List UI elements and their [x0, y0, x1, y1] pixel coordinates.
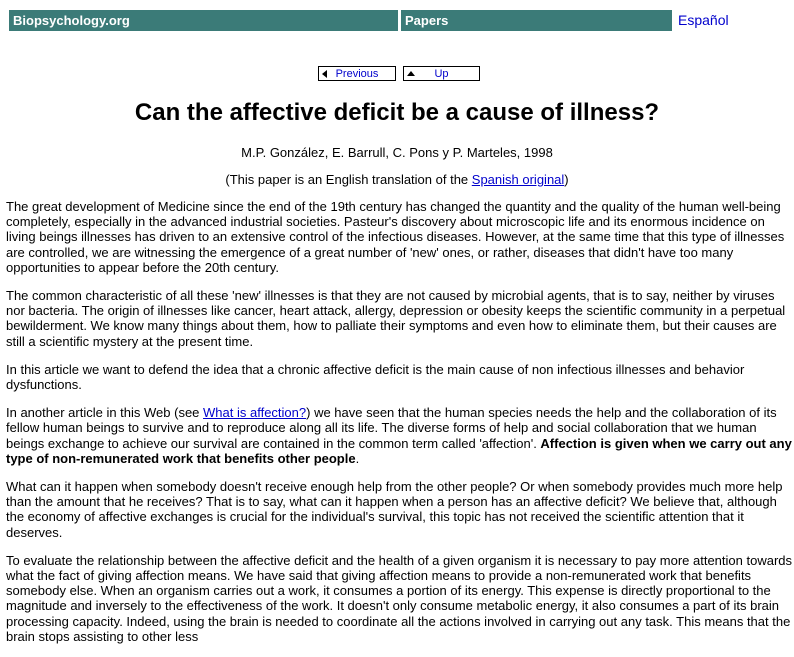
up-button-label: Up: [434, 68, 449, 80]
translation-note-prefix: (This paper is an English translation of the: [225, 172, 472, 187]
paragraph-6: To evaluate the relationship between the affective deficit and the health of a given organism it is necessary to pay more attention towards what the fact of giving affection means. We have said that giving affection means to provide a non-remunerated work that benefits somebody else. When an organism carries out a work, it consumes a portion of its energy. This expense is directly proportional to the magnitude and inversely to the effectiveness of the work. It doesn't only consume metabolic energy, it also consumes a part of its brain processing capacity. Indeed, using the brain is needed to coordinate all the actions involved in carrying out any task. This means that the brain stops assisting to other less: [6, 552, 793, 644]
paragraph-3: In this article we want to defend the idea that a chronic affective deficit is the main cause of non infectious illnesses and behavior dysfunctions.: [6, 361, 745, 393]
paragraph-4-prefix: In another article in this Web (see: [6, 405, 204, 421]
paragraph-4-middle: ) we have seen that the human species needs the help and the collaboration of its fellow human beings to survive and to reproduce along all its life. The diverse forms of help and social collaboration that we human beings exchange to achieve our survival are contained in the common term called 'affection'.: [6, 405, 777, 451]
article-body: [6, 199, 793, 657]
paragraph-2: The common characteristic of all these 'new' illnesses is that they are not caused by microbial agents, that is to say, neither by viruses nor bacteria. The origin of illnesses like cancer, heart attack, allergy, depression or obesity keeps the scientific community in a perpetual bewilderment. We know many things about them, how to palliate their symptoms and even how to eliminate them, but their causes are still a scientific mystery at the present time.: [6, 288, 786, 349]
spanish-original-link[interactable]: Spanish original: [471, 172, 565, 187]
previous-button-label: Previous: [335, 68, 379, 80]
paragraph-4: [6, 405, 793, 466]
site-home-link[interactable]: Biopsychology.org: [9, 10, 398, 31]
top-navigation-bar: [9, 10, 793, 31]
paragraph-4-end: .: [355, 450, 360, 466]
paragraph-4-bold-statement: Affection is given when we carry out any type of non-remunerated work that benefits other people: [6, 435, 792, 466]
translation-note: [0, 172, 794, 188]
paragraph-5: What can it happen when somebody doesn't receive enough help from the other people? Or when somebody provides much more help than the amount that he receives? That is to say, what can it happen when a person has an affective deficit? We believe that, although the economy of affective exchanges is crucial for the individual's survival, this topic has not received the scientific attention that it deserves.: [6, 479, 783, 540]
what-is-affection-link[interactable]: What is affection?: [203, 405, 307, 421]
translation-note-suffix: ): [564, 172, 569, 187]
spanish-language-link[interactable]: Español: [678, 12, 729, 28]
article-title: Can the affective deficit be a cause of illness?: [134, 99, 660, 126]
up-button[interactable]: [403, 66, 480, 81]
papers-section-link[interactable]: Papers: [401, 10, 672, 31]
up-arrow-icon: [407, 71, 415, 76]
article-authors: M.P. González, E. Barrull, C. Pons y P. Marteles, 1998: [241, 145, 553, 160]
left-arrow-icon: [322, 70, 327, 78]
previous-button[interactable]: [318, 66, 396, 81]
paragraph-1: The great development of Medicine since the end of the 19th century has changed the quantity and the quality of the human well-being completely, especially in the advanced industrial societies. Pasteur's discovery about microscopic life and its enormous incidence on living beings illnesses has driven to an extensive control of the infectious diseases. However, at the same time that this type of illnesses are controlled, we are witnessing the emergence of a great number of 'new' ones, or rather, diseases that didn't have too many opportunities to appear before the 20th century.: [6, 199, 785, 275]
